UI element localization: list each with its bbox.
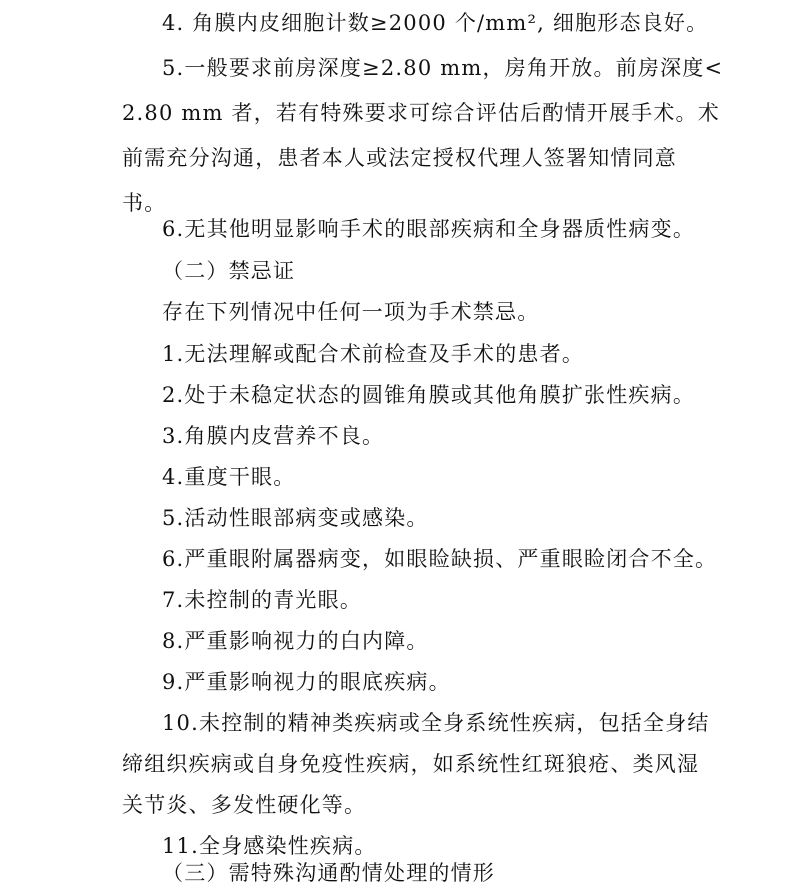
paragraph-line: 前需充分沟通，患者本人或法定授权代理人签署知情同意 <box>122 146 677 170</box>
paragraph-line: 2.80 mm 者，若有特殊要求可综合评估后酌情开展手术。术 <box>122 101 720 125</box>
list-item: 3.角膜内皮营养不良。 <box>162 424 385 448</box>
paragraph-line: 6.无其他明显影响手术的眼部疾病和全身器质性病变。 <box>162 217 696 241</box>
list-item: 关节炎、多发性硬化等。 <box>122 793 367 817</box>
section-heading: （三）需特殊沟通酌情处理的情形 <box>162 861 495 885</box>
list-item: 1.无法理解或配合术前检查及手术的患者。 <box>162 342 585 366</box>
section-heading: （二）禁忌证 <box>162 259 296 283</box>
list-item: 9.严重影响视力的眼底疾病。 <box>162 670 451 694</box>
list-item: 8.严重影响视力的白内障。 <box>162 629 429 653</box>
list-item: 7.未控制的青光眼。 <box>162 588 363 612</box>
paragraph-line: 5.一般要求前房深度≥2.80 mm，房角开放。前房深度< <box>162 56 724 80</box>
list-item: 11.全身感染性疾病。 <box>162 834 377 858</box>
list-item: 6.严重眼附属器病变，如眼睑缺损、严重眼睑闭合不全。 <box>162 547 718 571</box>
list-item: 2.处于未稳定状态的圆锥角膜或其他角膜扩张性疾病。 <box>162 383 696 407</box>
list-item: 缔组织疾病或自身免疫性疾病，如系统性红斑狼疮、类风湿 <box>122 752 700 776</box>
paragraph-line: 4. 角膜内皮细胞计数≥2000 个/mm², 细胞形态良好。 <box>162 11 709 35</box>
paragraph-line: 书。 <box>122 191 167 215</box>
list-item: 4.重度干眼。 <box>162 465 296 489</box>
list-item: 10.未控制的精神类疾病或全身系统性疾病，包括全身结 <box>162 711 710 735</box>
list-item: 5.活动性眼部病变或感染。 <box>162 506 429 530</box>
paragraph-line: 存在下列情况中任何一项为手术禁忌。 <box>162 300 540 324</box>
